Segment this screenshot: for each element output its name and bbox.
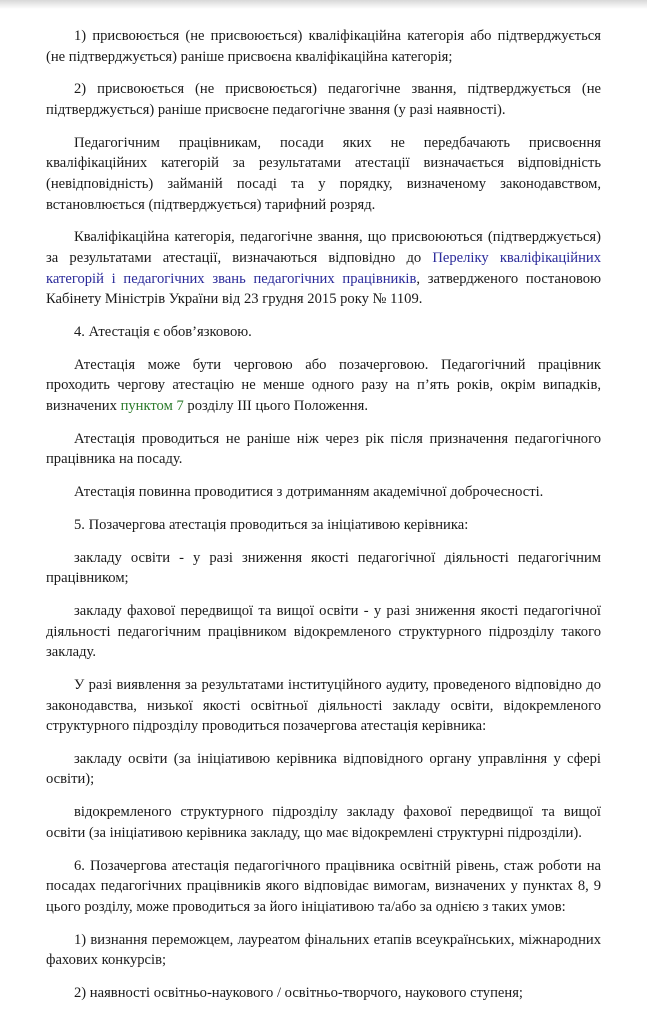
paragraph-text: Атестація проводиться не раніше ніж через рік після призначення педагогічного працівника на посаду.	[46, 430, 601, 468]
paragraph-text: закладу освіти - у разі зниження якості педагогічної діяльності педагогічним працівником;	[46, 549, 601, 587]
document-link[interactable]: Переліку кваліфікаційних категорій і педагогічних звань педагогічних працівників	[46, 249, 602, 287]
document-page	[46, 26, 601, 1016]
paragraph-text: відокремленого структурного підрозділу закладу фахової передвищої та вищої освіти (за ініціативою керівника закладу, що має відокремлені структурні підрозділи).	[46, 804, 601, 841]
paragraph-text: розділу III цього Положення.	[183, 397, 368, 414]
paragraph	[46, 983, 601, 1004]
paragraph-text: 1) присвоюється (не присвоюється) кваліфікаційна категорія або підтверджується (не підтверджується) раніше присвоєна кваліфікаційна категорія;	[46, 28, 601, 65]
paragraph	[46, 515, 601, 536]
paragraph	[46, 429, 601, 470]
paragraph	[46, 26, 601, 67]
paragraph	[46, 856, 601, 918]
paragraph	[46, 548, 601, 589]
paragraph-text: 1) визнання переможцем, лауреатом фінальних етапів всеукраїнських, міжнародних фахових конкурсів;	[46, 931, 601, 969]
viewer-top-shadow	[0, 0, 647, 9]
paragraph	[46, 322, 601, 343]
paragraph	[46, 930, 601, 971]
paragraph	[46, 675, 601, 737]
paragraph-text: Атестація повинна проводитися з дотриманням академічної доброчесності.	[74, 484, 544, 500]
paragraph	[46, 227, 601, 309]
paragraph-text: У разі виявлення за результатами інституційного аудиту, проведеного відповідно до законодавства, низької якості освітньої діяльності закладу освіти, відокремленого структурного підрозділу проводиться позачергова атестація керівника:	[46, 676, 601, 735]
paragraph-text: , затвердженого постановою Кабінету Міністрів України від 23 грудня 2015 року № 1109.	[46, 270, 601, 308]
paragraph-text: 6. Позачергова атестація педагогічного працівника освітній рівень, стаж роботи на посадах педагогічних працівників якого відповідає вимогам, визначених у пунктах 8, 9 цього розділу, може проводиться за його ініціативою та/або за однією з таких умов:	[46, 857, 601, 915]
paragraph	[46, 482, 601, 503]
paragraph	[46, 355, 601, 417]
paragraph-text: Педагогічним працівникам, посади яких не передбачають присвоєння кваліфікаційних категорій за результатами атестації визначається відповідність (невідповідність) займаній посаді та у порядку, визначеному законодавством, встановлюється (підтверджується) тарифний розряд.	[46, 134, 601, 213]
paragraph-text: Атестація може бути черговою або позачерговою. Педагогічний працівник проходить чергову атестацію не менше одного разу на п’ять років, окрім випадків, визначених	[46, 356, 601, 414]
paragraph-text: закладу фахової передвищої та вищої освіти - у разі зниження якості педагогічної діяльності педагогічним працівником відокремленого структурного підрозділу такого закладу.	[46, 602, 601, 661]
paragraph-text: 5. Позачергова атестація проводиться за ініціативою керівника:	[74, 516, 469, 533]
document-link[interactable]: пунктом 7	[120, 397, 184, 414]
paragraph	[46, 802, 601, 843]
paragraph-text: Кваліфікаційна категорія, педагогічне звання, що присвоюються (підтверджується) за результатами атестації, визначаються відповідно до	[46, 229, 601, 266]
paragraph-text: 2) наявності освітньо-наукового / освітньо-творчого, наукового ступеня;	[74, 984, 523, 1001]
paragraph	[46, 749, 601, 790]
paragraph	[46, 601, 601, 663]
paragraph	[46, 79, 601, 120]
paragraph-text: 4. Атестація є обов’язковою.	[74, 323, 252, 340]
paragraph-text: закладу освіти (за ініціативою керівника відповідного органу управління у сфері освіти);	[46, 750, 601, 788]
paragraph	[46, 133, 601, 215]
paragraph-text: 2) присвоюється (не присвоюється) педагогічне звання, підтверджується (не підтверджується) раніше присвоєне педагогічне звання (у разі наявності).	[46, 81, 601, 118]
